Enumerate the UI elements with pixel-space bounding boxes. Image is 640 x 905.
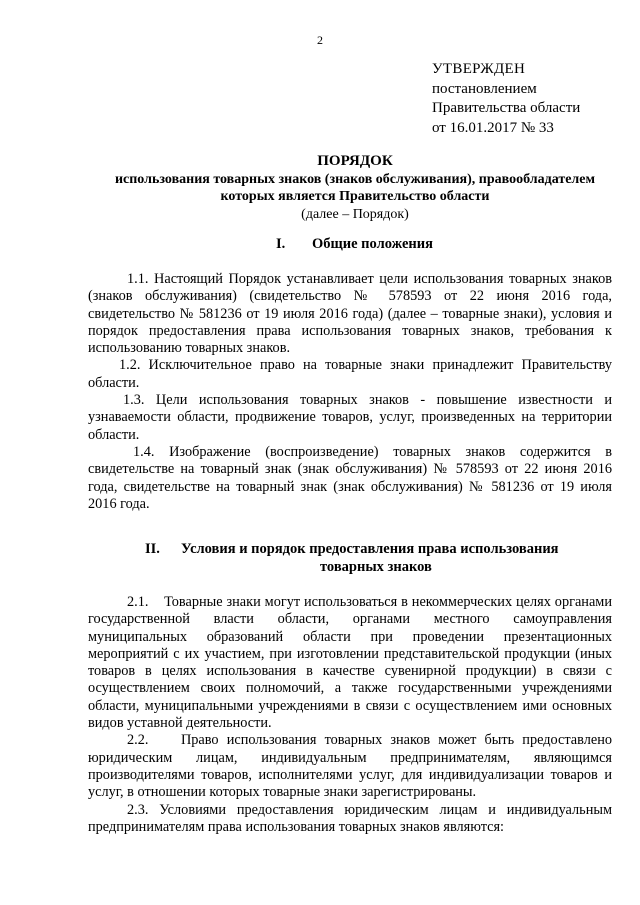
section-2-body xyxy=(88,594,616,836)
paragraph: 2.2. Право использования товарных знаков может быть предоставлено юридическим лицам, индивидуальным предпринимателям, являющимся производителями товаров, исполнителями услуг, для индивидуализации товаров и услуг, в отношении которых товарные знаки зарегистрированы. xyxy=(88,732,616,801)
paragraph: 2.3. Условиями предоставления юридическим лицам и индивидуальным предпринимателям права использования товарных знаков являются: xyxy=(88,801,612,835)
approval-line: постановлением xyxy=(432,80,537,97)
section-title: Условия и порядок предоставления права использования xyxy=(181,541,559,557)
section-2-heading xyxy=(145,541,615,576)
approval-line: Правительства области xyxy=(432,100,581,116)
title-main: ПОРЯДОК xyxy=(317,153,393,169)
title-subtitle: использования товарных знаков (знаков обслуживания), правообладателем xyxy=(114,171,596,187)
document-title xyxy=(100,153,610,223)
page-number: 2 xyxy=(317,33,323,47)
paragraph: 1.1. Настоящий Порядок устанавливает цели использования товарных знаков (знаков обслуживания) (свидетельство № 578593 от 22 июня 2016 года, свидетельство № 581236 от 19 июля 2016 года) (далее – товарные знаки), условия и порядок предоставления права использования товарных знаков, требования к использованию товарных знаков. xyxy=(88,271,612,357)
paragraph: 1.4. Изображение (воспроизведение) товарных знаков содержится в свидетельстве на товарный знак (знак обслуживания) № 578593 от 22 июня 2016 года, свидетельстве на товарный знак (знак обслуживания) № 581236 от 19 июля 2016 года. xyxy=(88,443,612,512)
section-title: Общие положения xyxy=(312,236,433,252)
approval-block xyxy=(432,60,580,138)
paragraph: 1.3. Цели использования товарных знаков - повышение известности и узнаваемости области, продвижение товаров, услуг, произведенных на территории области. xyxy=(88,392,612,443)
section-number: I. xyxy=(276,236,286,252)
paragraph: 1.2. Исключительное право на товарные знаки принадлежит Правительству области. xyxy=(88,357,612,391)
section-number: II. xyxy=(145,541,160,557)
section-title-continued: товарных знаков xyxy=(320,558,432,575)
approval-title: УТВЕРЖДЕН xyxy=(432,61,526,77)
approval-line: от 16.01.2017 № 33 xyxy=(432,119,554,136)
title-abbreviation: (далее – Порядок) xyxy=(301,206,409,222)
title-subtitle: которых является Правительство области xyxy=(220,189,490,204)
section-1-body xyxy=(88,271,612,513)
section-1-heading xyxy=(276,236,433,254)
paragraph: 2.1. Товарные знаки могут использоваться в некоммерческих целях органами государственной власти области, органами местного самоуправления муниципальных образований области при проведении презентационных мероприятий с их участием, при изготовлении представительской продукции (иных товаров в целях использования в качестве сувенирной продукции) в связи с осуществлением своих полномочий, а также государственными учреждениями области, муниципальными учреждениями в связи с осуществлением ими основных видов уставной деятельности. xyxy=(88,594,616,732)
